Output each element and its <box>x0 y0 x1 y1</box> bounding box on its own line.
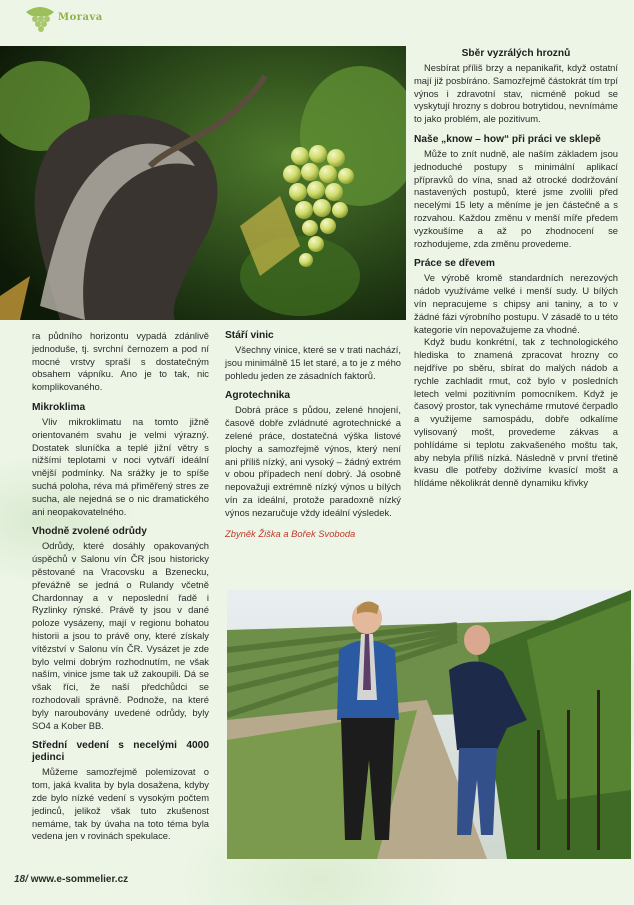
paragraph: Vliv mikroklimatu na tomto jižně orientovaném svahu je velmi výrazný. Dostatek sluníčka a teplé jižní větry s nižšími teplotami v noci vytváří ideální vnější podmínky. Na srážky je to spíše suchá poloha, réva má přiměřený stres ze sucha, ale nejedná se o nic dramatického ani neopakovatelného. <box>32 415 209 517</box>
heading-harvest: Sběr vyzrálých hroznů <box>461 48 571 59</box>
paragraph: Může to znít nudně, ale naším základem jsou jednoduché postupy s minimální aplikací přípravků do vína, snad až otrocké dodržování nastavených postupů, které jsme zvolili před necelými 15 lety a měníme je jen částečně a s rozvahou. Každou změnu v menší míře předem vyzkoušíme a až po zhodnocení se rozhodujeme, zda změnu provedeme. <box>414 147 618 249</box>
heading-agrotechnics: Agrotechnika <box>225 390 291 402</box>
page-header <box>0 0 634 46</box>
heading-vineyard-age: Stáří vinic <box>225 330 274 341</box>
grape-logo-icon <box>22 4 58 38</box>
paragraph: Dobrá práce s půdou, zelené hnojení, časově dobře zvládnuté agrotechnické a zelené práce, dostatečná výška listové plochy a samozřejmě výnos, který není ani příliš nízký, ani vysoký – žádný extrém v obou případech není dobrý. Já osobně nepovažuji extrémně nízký výnos u bílých vín za ideální, protože paradoxně nízký výnos nezaručuje vždy ideální výsledek. <box>225 404 401 518</box>
paragraph: Všechny vinice, které se v trati nachází, jsou minimálně 15 let staré, a to je z mého pohledu jeden ze zásadních faktorů. <box>225 344 401 381</box>
paragraph: Odrůdy, které dosáhly opakovaných úspěchů v Salonu vín ČR jsou historicky pěstované na Vracovsku a Bzenecku, převážně se jedná o Rulandy včetně Chardonnay a v neposlední řadě i Ryzlinky rýnské. Právě ty jsou v dané poloze vysázeny, mají v regionu bohatou historii a jsou to právě ony, které získaly vítězství v Salonu vín ČR. Vysázet je zde bylo velmi dobrým rozhodnutím, ne však naším, vinice jsme tak už zakoupili. Dá se však říci, že naší předchůdci se rozhodovali správně. Podnože, na které byly naroubovány uvedené odrůdy, byly SO4 a Kober BB. <box>32 540 209 731</box>
heading-know-how: Naše „know – how“ při práci ve sklepě <box>414 133 601 145</box>
page-footer: 18/ www.e-sommelier.cz <box>14 874 129 885</box>
two-men-in-vineyard-icon <box>227 590 631 859</box>
magazine-section-logo: Morava <box>58 12 103 23</box>
heading-training: Střední vedení s necelými 4000 jedinci <box>32 740 209 764</box>
paragraph: Když budu konkrétní, tak z technologického hlediska to znamená zpracovat hrozny co nejdříve po sběru, sbírat do malých nádob a rychle zachladit rmut, což bylo v posledních letech velmi pozitivním pomocníkem. Když je časový prostor, tak vynecháme rmutové čerpadlo a využijeme samospádu, dobře odkalíme vylisovaný mošt, provedeme zákvas a pohlídáme si teplotu zakvašeného moštu tak, aby nebyla příliš nízká. Následně v první třetině kvasu dle potřeby doživíme kvasící mošt a hlídáme několikrát denně dynamiku křivky <box>414 336 618 489</box>
paragraph: Nesbírat příliš brzy a nepanikařit, když ostatní mají již posbíráno. Samozřejmě částokrát tím trpí výnos i zdravotní stav, nicméně pokud se vyskytují hrozny s dobrou botrytidou, nevnímáme to jako problém, ale pozitivum. <box>414 62 618 125</box>
text-column-left <box>32 330 209 843</box>
grapevine-with-grape-cluster-icon <box>0 46 406 320</box>
page-number: 18 <box>14 874 26 885</box>
heading-varieties: Vhodně zvolené odrůdy <box>32 526 147 538</box>
heading-wood: Práce se dřevem <box>414 258 495 270</box>
paragraph: Ve výrobě kromě standardních nerezových nádob využíváme velké i menší sudy. U bílých vín nepracujeme s chipsy ani taniny, a to v žádné fázi výrobního postupu. V zásadě to u této kategorie vín nepovažujeme za vhodné. <box>414 272 618 335</box>
text-column-middle <box>225 330 401 540</box>
website-url: www.e-sommelier.cz <box>30 874 129 885</box>
article-authors: Zbyněk Žiška a Bořek Svoboda <box>225 527 356 539</box>
paragraph: Můžeme samozřejmě polemizovat o tom, jaká kvalita by byla dosažena, kdyby zde bylo nízké vedení s vysokým počtem jedinců, jelikož však tuto zkušenost nemáme, tak by úvaha na toto téma byla vedena jen v rovinách spekulace. <box>32 766 209 842</box>
grapevine-photo <box>0 46 406 320</box>
text-column-right-top <box>414 48 618 490</box>
vineyard-photo <box>227 590 631 859</box>
heading-microclimate: Mikroklima <box>32 401 86 413</box>
paragraph: ra půdního horizontu vypadá zdánlivě jednoduše, tj. svrchní černozem a pod ní mocné vrstvy spraší s dostatečným obsahem vápníku. Ano je to tak, nic komplikovaného. <box>32 330 209 393</box>
